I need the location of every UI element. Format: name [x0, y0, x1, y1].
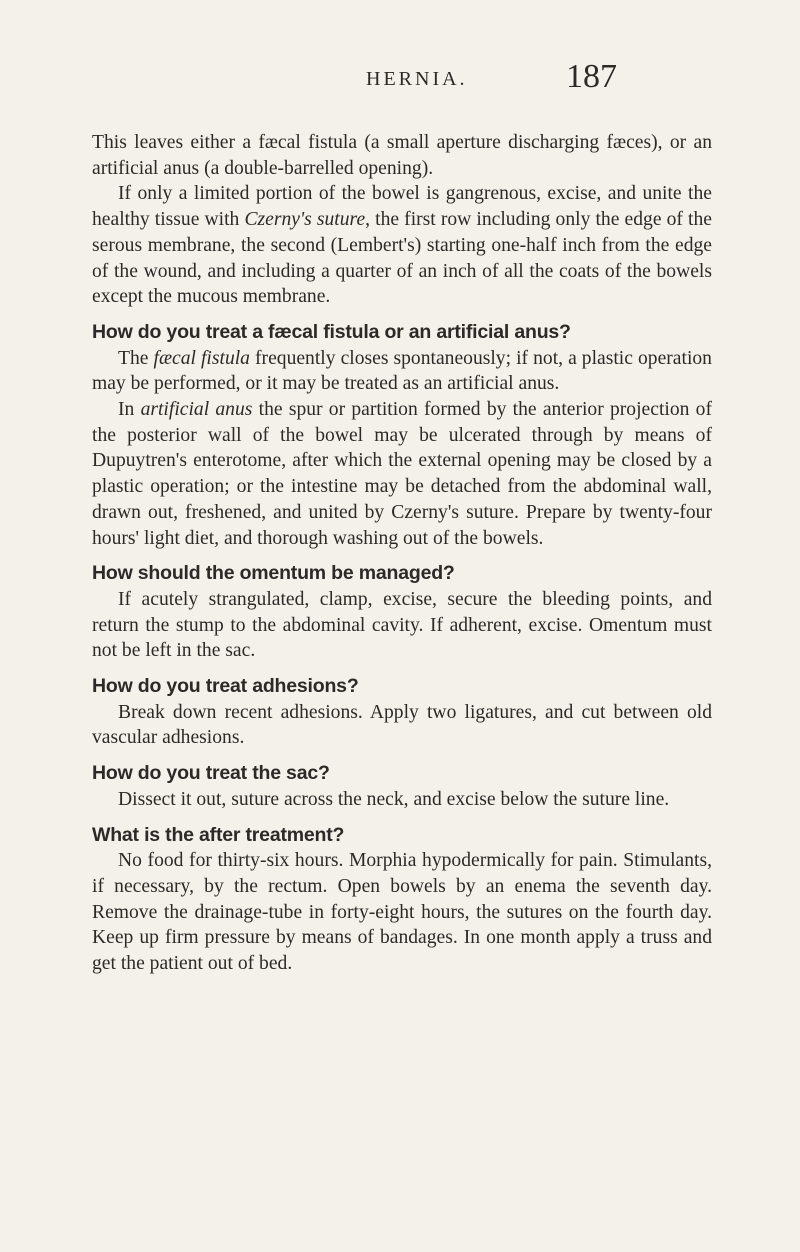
page-header [0, 58, 800, 98]
question-heading-sac: How do you treat the sac? [92, 762, 330, 785]
question-heading-omentum: How should the omentum be managed? [92, 562, 455, 585]
text-run: , the first row including only the edge of the serous membrane, the second (Lembert's) starting one-half inch from the edge of the wound, and including a quarter of an inch of all the coats of the bowels except the mucous membrane. [92, 209, 712, 308]
emphasis-faecal-fistula: fæcal fistula [153, 347, 250, 369]
paragraph-fistula-intro: This leaves either a fæcal fistula (a small aperture discharging fæces), or an artificial anus (a double-barrelled opening). [92, 132, 712, 179]
paragraph-artificial-anus [92, 397, 712, 551]
emphasis-czerny-suture: Czerny's suture [244, 209, 366, 231]
page-body [92, 130, 712, 977]
paragraph-gangrene [92, 181, 712, 310]
running-head: HERNIA. [366, 68, 468, 90]
question-heading-fistula: How do you treat a fæcal fistula or an artificial anus? [92, 320, 571, 343]
text-run: frequently closes spontaneously; if not, a plastic operation may be performed, or it may be treated as an artificial anus. [92, 347, 712, 395]
text-run: In [118, 399, 141, 421]
paragraph-sac: Dissect it out, suture across the neck, and excise below the suture line. [118, 788, 670, 810]
paragraph-adhesions: Break down recent adhesions. Apply two ligatures, and cut between old vascular adhesions. [92, 701, 712, 749]
page-number: 187 [566, 58, 617, 95]
question-heading-adhesions: How do you treat adhesions? [92, 675, 359, 698]
text-run: If only a limited portion of the bowel is gangrenous, excise, and unite the healthy tissue with [92, 183, 712, 231]
paragraph-after-treatment: No food for thirty-six hours. Morphia hypodermically for pain. Stimulants, if necessary, by the rectum. Open bowels by an enema the seventh day. Remove the drainage-tube in forty-eight hours, the sutures on the fourth day. Keep up firm pressure by means of bandages. In one month apply a truss and get the patient out of bed. [92, 850, 712, 975]
emphasis-artificial-anus: artificial anus [140, 399, 253, 421]
text-run: the spur or partition formed by the anterior projection of the posterior wall of the bowel may be ulcerated through by means of Dupuytren's enterotome, after which the external opening may be closed by a plastic operation; or the intestine may be detached from the abdominal wall, drawn out, freshened, and united by Czerny's suture. Prepare by twenty-four hours' light diet, and thorough washing out of the bowels. [92, 399, 712, 549]
question-heading-after-treatment: What is the after treatment? [92, 823, 345, 846]
text-run: The [118, 347, 154, 369]
paragraph-omentum: If acutely strangulated, clamp, excise, secure the bleeding points, and return the stump to the abdominal cavity. If adherent, excise. Omentum must not be left in the sac. [92, 588, 712, 662]
paragraph-fistula-treatment [92, 346, 712, 397]
